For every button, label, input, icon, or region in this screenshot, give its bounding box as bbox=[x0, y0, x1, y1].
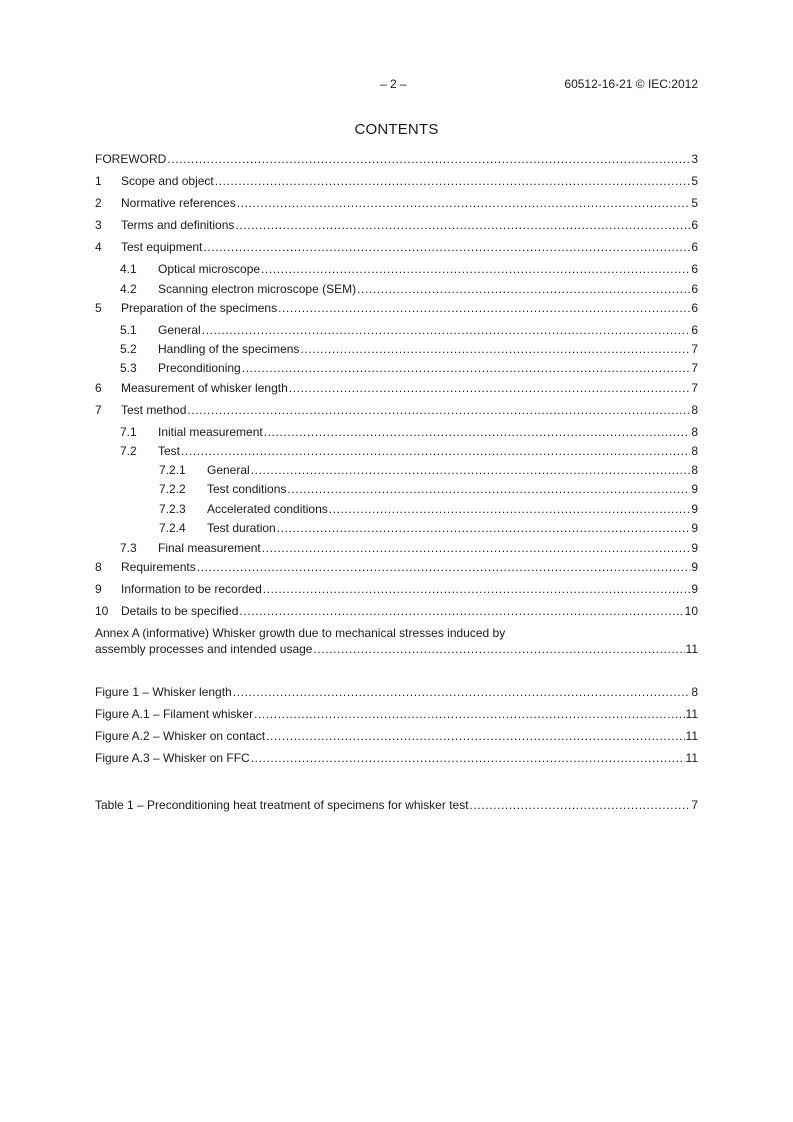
toc-annex-title-line1[interactable]: Annex A (informative) Whisker growth due to mechanical stresses induced by bbox=[95, 626, 506, 640]
leader-dots bbox=[202, 323, 691, 338]
toc-entry-label: Measurement of whisker length bbox=[121, 381, 288, 395]
toc-entry-label: Normative references bbox=[121, 196, 236, 210]
toc-entry[interactable] bbox=[95, 501, 698, 517]
figure-entry-page: 11 bbox=[685, 751, 698, 765]
table-entry-label: Table 1 – Preconditioning heat treatment of specimens for whisker test bbox=[95, 798, 469, 812]
toc-entry[interactable] bbox=[95, 360, 698, 376]
leader-dots bbox=[181, 444, 690, 459]
toc-entry[interactable] bbox=[95, 261, 698, 277]
toc-entry-number: 7.2 bbox=[120, 444, 137, 458]
toc-entry[interactable] bbox=[95, 195, 698, 211]
toc-entry-page: 9 bbox=[691, 502, 698, 516]
toc-entry[interactable] bbox=[95, 300, 698, 316]
toc-entry-number: 5.1 bbox=[120, 323, 137, 337]
figure-entry-label: Figure A.2 – Whisker on contact bbox=[95, 729, 266, 743]
toc-entry-number: 4.1 bbox=[120, 262, 137, 276]
toc-entry-label: Test duration bbox=[207, 521, 276, 535]
leader-dots bbox=[187, 403, 690, 418]
toc-entry-label: Test conditions bbox=[207, 482, 287, 496]
leader-dots bbox=[287, 482, 690, 497]
toc-entry-page: 8 bbox=[691, 444, 698, 458]
leader-dots bbox=[167, 152, 690, 167]
toc-entry-page: 6 bbox=[691, 282, 698, 296]
leader-dots bbox=[239, 604, 683, 619]
table-list-entry[interactable] bbox=[95, 797, 698, 813]
toc-entry-page: 10 bbox=[684, 604, 698, 618]
toc-entry-label: Terms and definitions bbox=[121, 218, 235, 232]
toc-entry-number: 5 bbox=[95, 301, 102, 315]
toc-entry-label: Preconditioning bbox=[158, 361, 241, 375]
toc-entry-page: 9 bbox=[691, 582, 698, 596]
toc-entry-label: General bbox=[207, 463, 250, 477]
toc-entry[interactable] bbox=[95, 341, 698, 357]
toc-entry-number: 1 bbox=[95, 174, 102, 188]
toc-entry-page: 5 bbox=[691, 174, 698, 188]
toc-entry-number: 5.2 bbox=[120, 342, 137, 356]
leader-dots bbox=[251, 751, 685, 766]
leader-dots bbox=[237, 196, 691, 211]
page-number: – 2 – bbox=[380, 77, 407, 91]
toc-entry-page: 8 bbox=[691, 403, 698, 417]
toc-entry[interactable] bbox=[95, 380, 698, 396]
leader-dots bbox=[357, 282, 690, 297]
toc-entry-number: 8 bbox=[95, 560, 102, 574]
page-title: CONTENTS bbox=[354, 121, 439, 138]
toc-entry-number: 4.2 bbox=[120, 282, 137, 296]
toc-entry-page: 6 bbox=[691, 218, 698, 232]
toc-entry-foreword[interactable] bbox=[95, 151, 698, 167]
toc-entry[interactable] bbox=[95, 559, 698, 575]
toc-entry-number: 5.3 bbox=[120, 361, 137, 375]
toc-entry-label: Scope and object bbox=[121, 174, 214, 188]
toc-entry[interactable] bbox=[95, 322, 698, 338]
toc-entry-page: 3 bbox=[691, 152, 698, 166]
toc-entry-number: 2 bbox=[95, 196, 102, 210]
toc-entry-label: Final measurement bbox=[158, 541, 261, 555]
toc-entry-label: General bbox=[158, 323, 201, 337]
leader-dots bbox=[266, 729, 684, 744]
toc-entry[interactable] bbox=[95, 581, 698, 597]
toc-annex-title-line2: assembly processes and intended usage bbox=[95, 642, 313, 656]
toc-entry-number: 4 bbox=[95, 240, 102, 254]
figure-list-entry[interactable] bbox=[95, 728, 698, 744]
leader-dots bbox=[242, 361, 691, 376]
toc-entry-page: 9 bbox=[691, 521, 698, 535]
toc-entry-page: 11 bbox=[685, 642, 698, 656]
toc-entry-page: 8 bbox=[691, 425, 698, 439]
toc-entry-page: 6 bbox=[691, 323, 698, 337]
figure-list-entry[interactable] bbox=[95, 706, 698, 722]
toc-entry-label: Details to be specified bbox=[121, 604, 239, 618]
leader-dots bbox=[329, 502, 691, 517]
toc-entry[interactable] bbox=[95, 173, 698, 189]
toc-entry[interactable] bbox=[95, 462, 698, 478]
toc-entry[interactable] bbox=[95, 443, 698, 459]
toc-entry-number: 7.2.1 bbox=[159, 463, 186, 477]
toc-entry[interactable] bbox=[95, 603, 698, 619]
leader-dots bbox=[197, 560, 691, 575]
toc-entry[interactable] bbox=[95, 424, 698, 440]
toc-entry-label: Test equipment bbox=[121, 240, 203, 254]
leader-dots bbox=[470, 798, 691, 813]
toc-entry-label: Requirements bbox=[121, 560, 196, 574]
toc-entry-number: 7.2.4 bbox=[159, 521, 186, 535]
toc-entry-label: Initial measurement bbox=[158, 425, 263, 439]
toc-entry-label: Scanning electron microscope (SEM) bbox=[158, 282, 357, 296]
toc-entry-label: Accelerated conditions bbox=[207, 502, 328, 516]
toc-entry[interactable] bbox=[95, 217, 698, 233]
toc-entry-label: Test bbox=[158, 444, 181, 458]
toc-entry-page: 6 bbox=[691, 301, 698, 315]
toc-entry-page: 6 bbox=[691, 240, 698, 254]
toc-entry-page: 5 bbox=[691, 196, 698, 210]
toc-entry-number: 3 bbox=[95, 218, 102, 232]
toc-entry[interactable] bbox=[95, 239, 698, 255]
leader-dots bbox=[300, 342, 690, 357]
toc-entry[interactable] bbox=[95, 540, 698, 556]
figure-entry-page: 11 bbox=[685, 729, 698, 743]
toc-entry-page: 9 bbox=[691, 560, 698, 574]
leader-dots bbox=[251, 463, 691, 478]
leader-dots bbox=[313, 642, 684, 657]
leader-dots bbox=[235, 218, 690, 233]
toc-entry-number: 7.2.3 bbox=[159, 502, 186, 516]
toc-entry-label: Test method bbox=[121, 403, 187, 417]
leader-dots bbox=[262, 541, 691, 556]
figure-list-entry[interactable] bbox=[95, 684, 698, 700]
leader-dots bbox=[254, 707, 684, 722]
figure-entry-page: 8 bbox=[691, 685, 698, 699]
toc-entry[interactable] bbox=[95, 520, 698, 536]
toc-entry-label: Handling of the specimens bbox=[158, 342, 300, 356]
leader-dots bbox=[215, 174, 691, 189]
toc-entry-label: Preparation of the specimens bbox=[121, 301, 278, 315]
toc-entry-page: 6 bbox=[691, 262, 698, 276]
toc-entry-number: 7.1 bbox=[120, 425, 137, 439]
figure-entry-label: Figure A.3 – Whisker on FFC bbox=[95, 751, 250, 765]
leader-dots bbox=[278, 301, 690, 316]
leader-dots bbox=[261, 262, 690, 277]
leader-dots bbox=[263, 582, 691, 597]
toc-entry-page: 7 bbox=[691, 361, 698, 375]
toc-entry-label: Optical microscope bbox=[158, 262, 261, 276]
toc-entry[interactable] bbox=[95, 281, 698, 297]
toc-entry-number: 9 bbox=[95, 582, 102, 596]
toc-entry-page: 7 bbox=[691, 342, 698, 356]
toc-entry[interactable] bbox=[95, 402, 698, 418]
toc-entry-annex[interactable] bbox=[95, 641, 698, 657]
toc-entry-page: 9 bbox=[691, 541, 698, 555]
toc-entry-page: 7 bbox=[691, 381, 698, 395]
toc-entry-page: 9 bbox=[691, 482, 698, 496]
toc-entry[interactable] bbox=[95, 481, 698, 497]
figure-entry-label: Figure A.1 – Filament whisker bbox=[95, 707, 254, 721]
figure-list-entry[interactable] bbox=[95, 750, 698, 766]
document-id: 60512-16-21 © IEC:2012 bbox=[564, 77, 698, 91]
leader-dots bbox=[289, 381, 691, 396]
toc-entry-label: FOREWORD bbox=[95, 152, 167, 166]
toc-entry-page: 8 bbox=[691, 463, 698, 477]
toc-entry-number: 7.2.2 bbox=[159, 482, 186, 496]
leader-dots bbox=[233, 685, 691, 700]
table-entry-page: 7 bbox=[691, 798, 698, 812]
toc-entry-label: Information to be recorded bbox=[121, 582, 262, 596]
figure-entry-label: Figure 1 – Whisker length bbox=[95, 685, 232, 699]
figure-entry-page: 11 bbox=[685, 707, 698, 721]
toc-entry-number: 7 bbox=[95, 403, 102, 417]
toc-entry-number: 10 bbox=[95, 604, 109, 618]
toc-entry-number: 6 bbox=[95, 381, 102, 395]
leader-dots bbox=[277, 521, 691, 536]
leader-dots bbox=[203, 240, 690, 255]
toc-entry-number: 7.3 bbox=[120, 541, 137, 555]
leader-dots bbox=[264, 425, 691, 440]
